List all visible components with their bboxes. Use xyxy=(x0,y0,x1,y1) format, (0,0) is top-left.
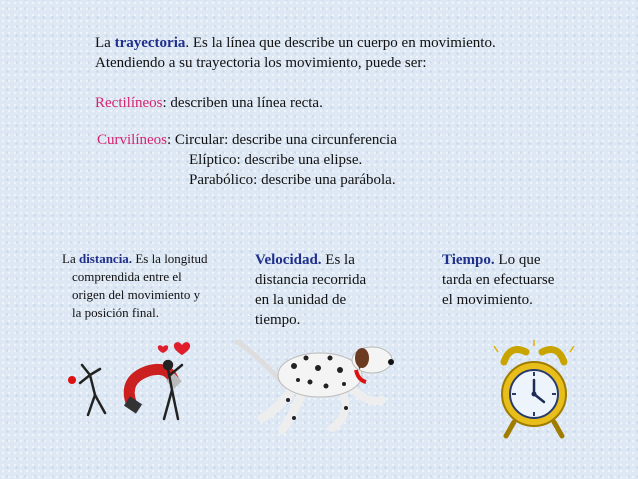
curvilineos-term-line: Curvilíneos: Circular: describe una circunferencia xyxy=(97,132,397,148)
velocidad-term: Velocidad. xyxy=(255,252,322,268)
rectilineos-definition: Rectilíneos: describen una línea recta. xyxy=(95,95,323,111)
curvilineos-item: Circular: describe una circunferencia xyxy=(174,132,397,148)
trayectoria-term: trayectoria xyxy=(114,35,186,51)
magnet-figures-icon xyxy=(60,335,200,430)
tiempo-definition: Tiempo. Lo que tarda en efectuarse el movimiento. xyxy=(442,252,555,308)
distancia-term: distancia. xyxy=(78,251,133,266)
distancia-definition: La distancia. Es la longitud comprendida entre el origen del movimiento y la posición final. xyxy=(62,251,208,320)
curvilineos-item: Elíptico: describe una elipse. xyxy=(189,152,363,168)
heart-icon xyxy=(158,345,168,353)
curvilineos-item: Parabólico: describe una parábola. xyxy=(189,172,396,188)
curvilineos-term: Curvilíneos xyxy=(97,132,167,148)
running-dalmatian-icon xyxy=(232,330,412,440)
tiempo-term: Tiempo. xyxy=(442,252,495,268)
trayectoria-definition: La trayectoria. Es la línea que describe un cuerpo en movimiento. xyxy=(95,35,496,51)
alarm-clock-icon xyxy=(492,340,577,440)
rectilineos-term: Rectilíneos xyxy=(95,95,163,111)
red-dot-icon xyxy=(68,376,76,384)
velocidad-definition: Velocidad. Es la distancia recorrida en la unidad de tiempo. xyxy=(255,252,367,328)
stick-figure-icon xyxy=(80,365,105,415)
heart-icon xyxy=(174,342,190,355)
trayectoria-types-intro: Atendiendo a su trayectoria los movimiento, puede ser: xyxy=(95,55,427,71)
